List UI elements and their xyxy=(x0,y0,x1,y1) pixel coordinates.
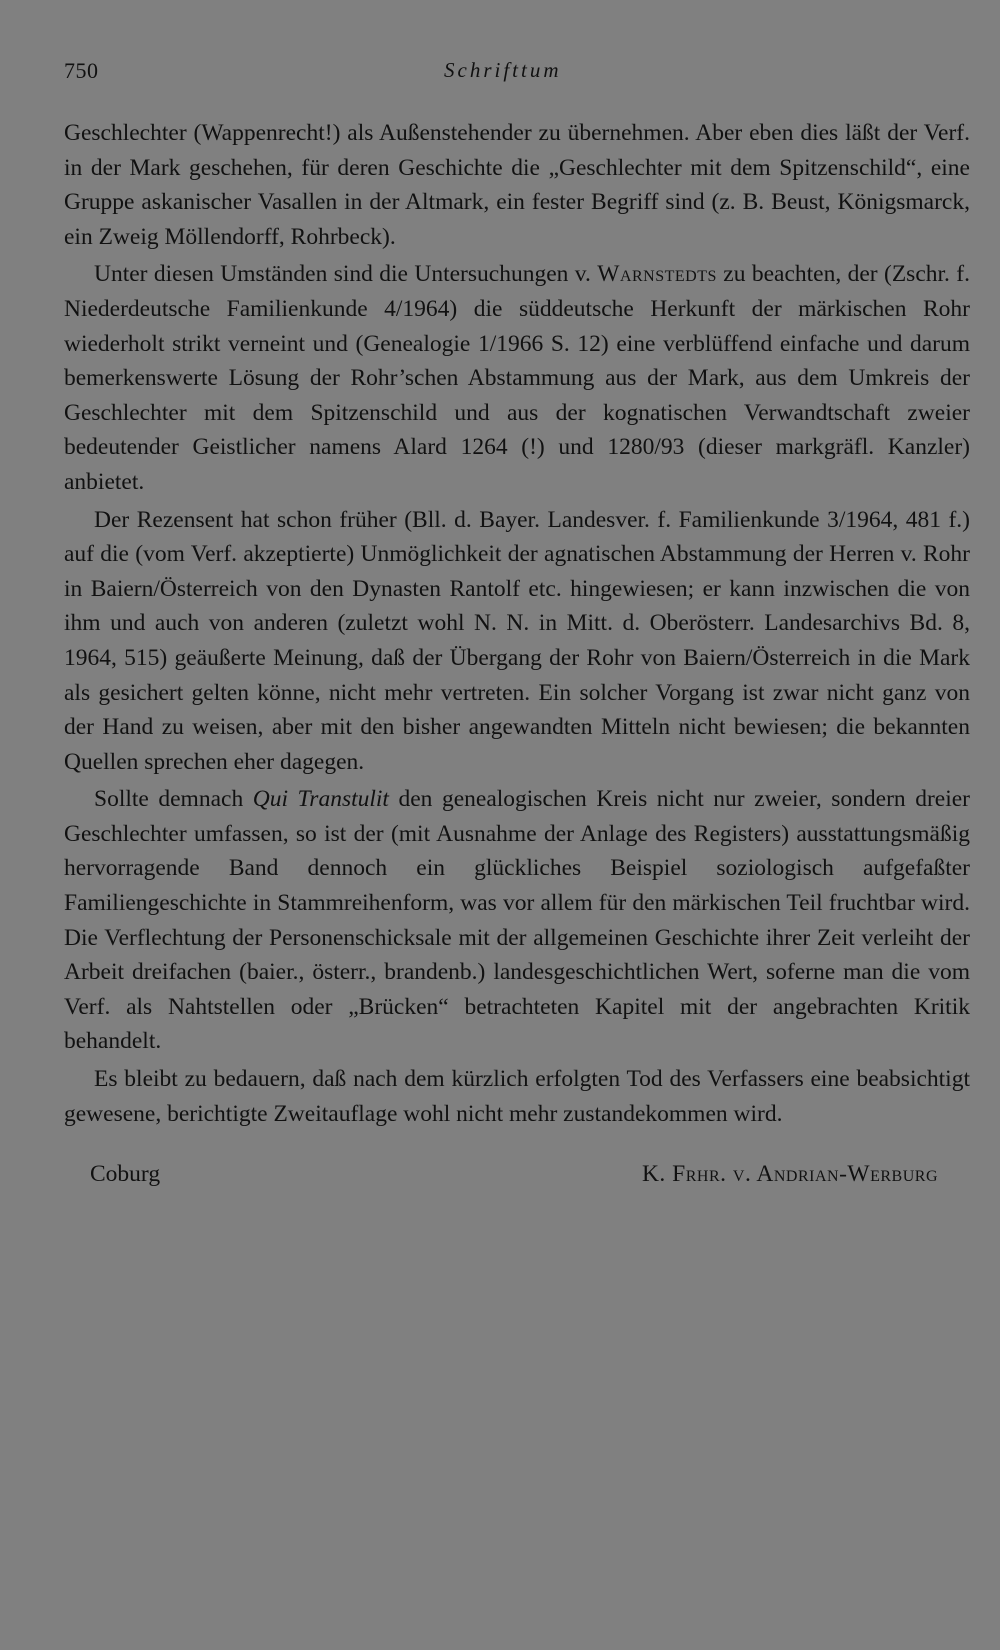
page-header xyxy=(64,58,970,98)
document-page xyxy=(64,58,970,1201)
text-segment: Der Rezensent hat schon früher (Bll. d. Bayer. Landesver. f. Familienkunde 3/1964, 481 f.) auf die (vom Verf. akzeptierte) Unmöglichkeit der agnatischen Abstammung der Herren v. Rohr in Baiern/Österreich von den Dynasten Rantolf etc. hingewiesen; er kann inzwischen die von ihm und auch von anderen (zuletzt wohl N. N. in Mitt. d. Oberösterr. Landesarchivs Bd. 8, 1964, 515) geäußerte Meinung, daß der Übergang der Rohr von Baiern/Österreich in die Mark als gesichert gelten könne, nicht mehr vertreten. Ein solcher Vorgang ist zwar nicht ganz von der Hand zu weisen, aber mit den bisher angewandten Mitteln nicht bewiesen; die bekannten Quellen sprechen eher dagegen. xyxy=(64,506,970,775)
paragraph xyxy=(64,1062,970,1131)
paragraph xyxy=(64,257,970,499)
text-segment: zu beachten, der (Zschr. f. Niederdeutsche Familienkunde 4/1964) die süddeutsche Herkunft der märkischen Rohr wiederholt strikt verneint und (Genealogie 1/1966 S. 12) eine verblüffend einfache und darum bemerkenswerte Lösung der Rohr’schen Abstammung aus der Mark, aus dem Umkreis der Geschlechter mit dem Spitzenschild und aus der kognatischen Verwandtschaft zweier bedeutender Geistlicher namens Alard 1264 (!) und 1280/93 (dieser markgräfl. Kanzler) anbietet. xyxy=(64,261,970,495)
paragraph xyxy=(64,116,970,254)
author-name-smallcaps: Warnstedts xyxy=(597,261,717,288)
text-segment: Unter diesen Umständen sind die Untersuchungen v. xyxy=(94,261,598,288)
text-segment: den genealogischen Kreis nicht nur zweier, sondern dreier Geschlechter umfassen, so ist der (mit Ausnahme der Anlage des Registers) ausstattungsmäßig hervorragende Band dennoch ein glückliches Beispiel soziologisch aufgefaßter Familiengeschichte in Stammreihenform, was vor allem für den märkischen Teil fruchtbar wird. Die Verflechtung der Personenschicksale mit der allgemeinen Geschichte ihrer Zeit verleiht der Arbeit dreifachen (baier., österr., brandenb.) landesgeschichtlichen Wert, soferne man die vom Verf. als Nahtstellen oder „Brücken“ betrachteten Kapitel mit der angebrachten Kritik behandelt. xyxy=(64,786,970,1055)
book-title-italic: Qui Transtulit xyxy=(252,786,389,813)
paragraph xyxy=(64,782,970,1059)
body-text xyxy=(64,116,970,1131)
text-segment: Sollte demnach xyxy=(94,786,253,813)
signature-place: Coburg xyxy=(90,1161,161,1188)
text-segment: Es bleibt zu bedauern, daß nach dem kürzlich erfolgten Tod des Verfassers eine beabsichtigt gewesene, berichtigte Zweitauflage wohl nicht mehr zustandekommen wird. xyxy=(64,1066,970,1127)
signature-line xyxy=(64,1161,970,1201)
running-head: Schrifttum xyxy=(444,58,562,82)
text-segment: Geschlechter (Wappenrecht!) als Außenstehender zu übernehmen. Aber eben dies läßt der Verf. in der Mark geschehen, für deren Geschichte die „Geschlechter mit dem Spitzenschild“, eine Gruppe askanischer Vasallen in der Altmark, ein fester Begriff sind (z. B. Beust, Königsmarck, ein Zweig Möllendorff, Rohrbeck). xyxy=(64,120,970,250)
paragraph xyxy=(64,503,970,780)
signature-author: K. Frhr. v. Andrian-Werburg xyxy=(641,1161,938,1188)
page-number: 750 xyxy=(64,58,99,83)
